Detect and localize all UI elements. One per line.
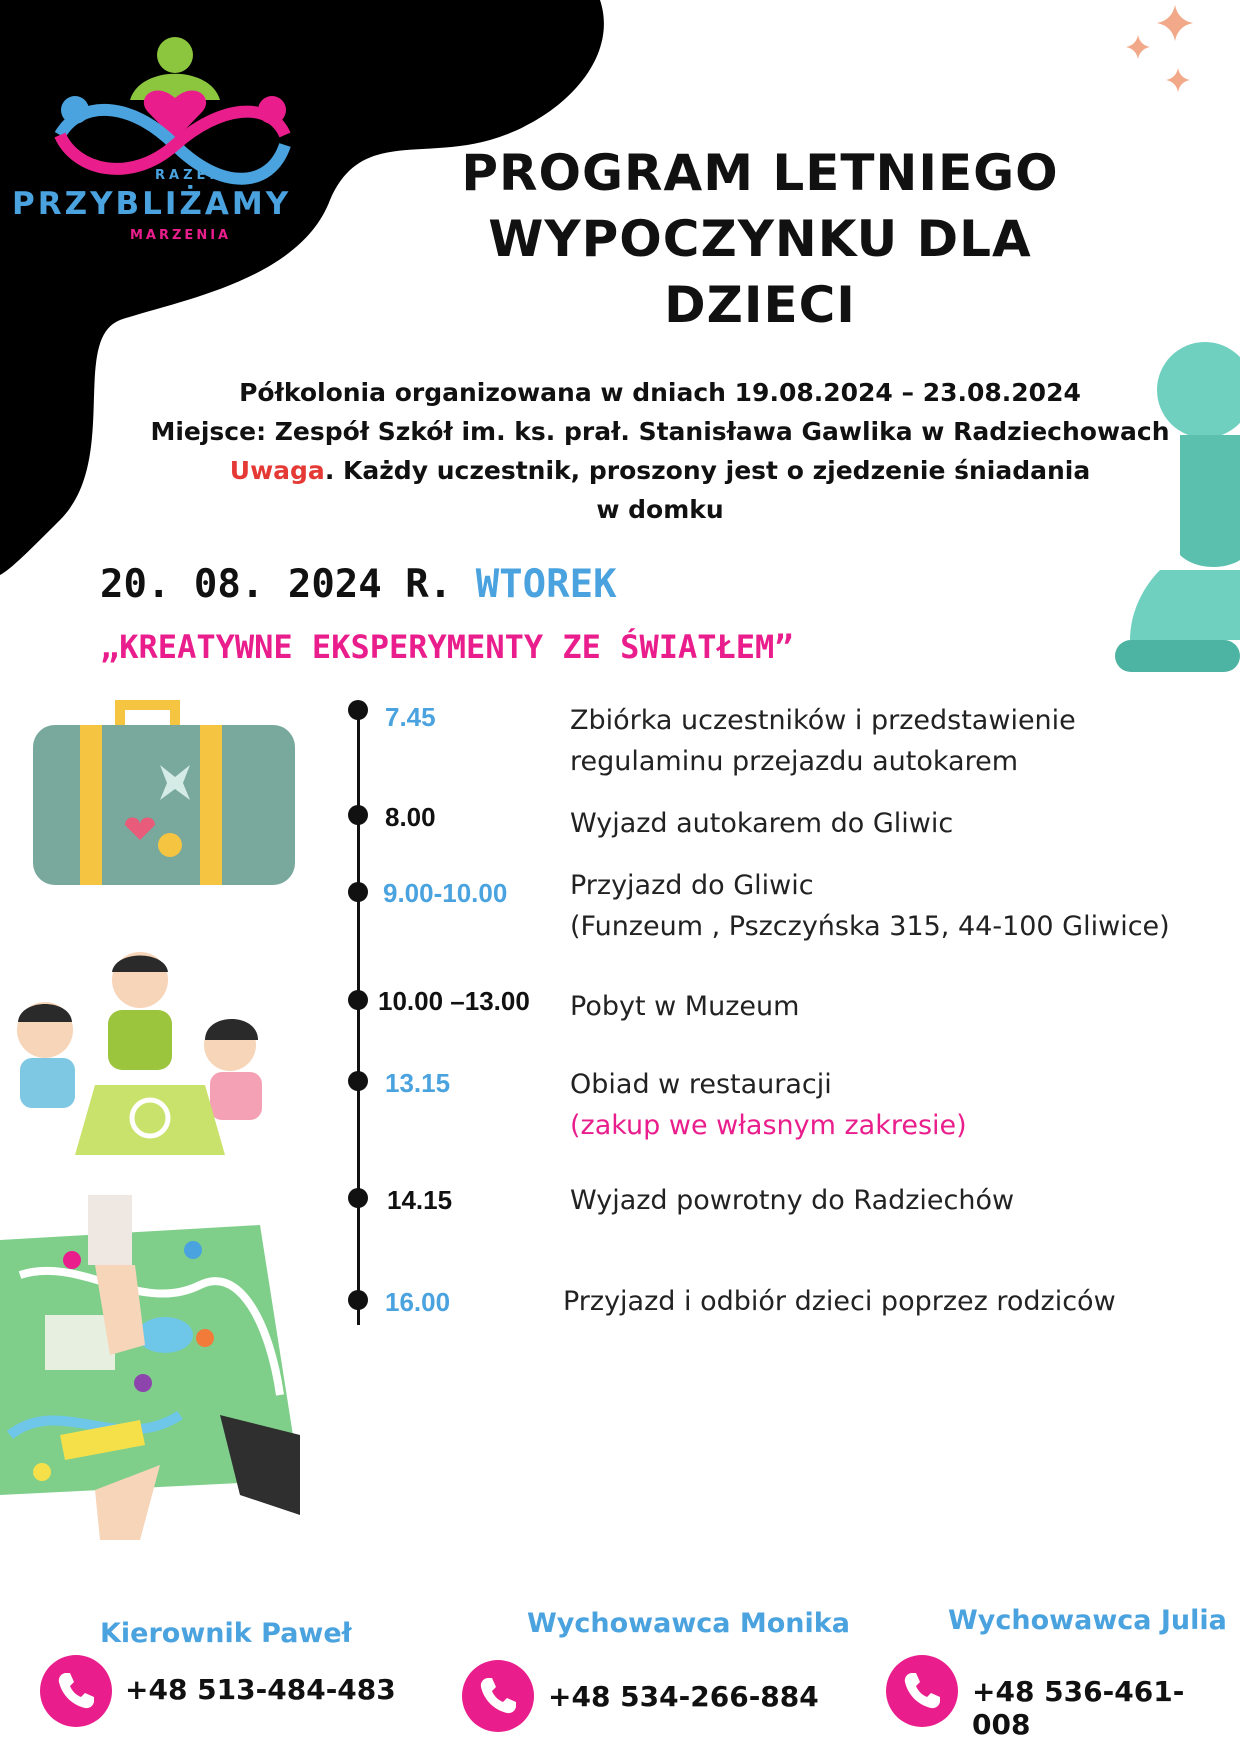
schedule-description [570,803,953,844]
title-line-1: PROGRAM LETNIEGO [461,144,1059,202]
contact-phone[interactable]: +48 534-266-884 [548,1680,819,1713]
schedule-desc-note: (zakup we własnym zakresie) [570,1110,967,1141]
timeline-dot [348,1188,368,1208]
suitcase-illustration [25,695,305,895]
schedule-desc-line: (Funzeum , Pszczyńska 315, 44-100 Gliwice) [570,911,1170,942]
day-weekday: WTOREK [475,562,617,607]
schedule-description [570,1180,1014,1221]
map-illustration [0,1195,300,1545]
schedule-desc-line: Obiad w restauracji [570,1069,832,1100]
warning-text: . Każdy uczestnik, proszony jest o zjedzenie śniadania [324,456,1091,485]
schedule-time: 7.45 [385,702,436,732]
schedule-desc-line: Przyjazd do Gliwic [570,870,814,901]
info-location: Miejsce: Zespół Szkół im. ks. prał. Stanisława Gawlika w Radziechowach [150,417,1170,446]
sparkle-icon [1120,0,1220,110]
contact-name: Wychowawca Julia [948,1605,1227,1636]
day-date: 20. 08. 2024 R. [100,562,453,607]
title-line-3: DZIECI [664,276,856,334]
schedule-description [570,700,1076,782]
schedule-desc-line: Wyjazd autokarem do Gliwic [570,808,954,839]
schedule-desc-line: Zbiórka uczestników i przedstawienie [570,705,1076,736]
timeline-line [357,705,360,1325]
children-boardgame-illustration [0,950,300,1160]
phone-icon [40,1655,112,1727]
schedule-description [570,1064,967,1146]
info-block [140,373,1180,529]
schedule-description [563,1281,1116,1322]
schedule-description [570,865,1170,947]
logo-text-marzenia: MARZENIA [130,228,232,243]
schedule-time: 9.00-10.00 [383,878,508,908]
phone-icon [886,1655,958,1727]
phone-icon [462,1660,534,1732]
day-heading [100,562,617,607]
title-line-2: WYPOCZYNKU DLA [488,210,1032,268]
schedule-time: 16.00 [385,1287,451,1317]
schedule-desc-line: Wyjazd powrotny do Radziechów [570,1185,1015,1216]
logo-text-main: PRZYBLIŻAMY [12,186,292,222]
timeline-dot [348,805,368,825]
schedule-desc-line: Pobyt w Muzeum [570,991,800,1022]
day-theme: „KREATYWNE EKSPERYMENTY ZE ŚWIATŁEM” [100,628,794,666]
schedule-time: 13.15 [385,1068,451,1098]
timeline-dot [348,1290,368,1310]
info-warning-cont: w domku [596,495,724,524]
organization-logo [20,20,320,260]
schedule-time: 10.00 –13.00 [378,986,530,1016]
warning-label: Uwaga [229,456,325,485]
timeline-dot [348,1071,368,1091]
page-title [330,140,1190,338]
schedule-time: 8.00 [385,802,436,832]
contact-phone[interactable]: +48 513-484-483 [125,1673,396,1706]
contact-name: Wychowawca Monika [527,1608,850,1639]
info-dates: Półkolonia organizowana w dniach 19.08.2024 – 23.08.2024 [239,378,1081,407]
logo-text-razem: RAZEM [155,168,227,183]
contact-name: Kierownik Paweł [100,1618,352,1649]
contact-phone[interactable]: +48 536-461-008 [972,1675,1185,1741]
schedule-time: 14.15 [387,1185,453,1215]
schedule-desc-line: regulaminu przejazdu autokarem [570,746,1018,777]
timeline-dot [348,990,368,1010]
schedule-description [570,986,799,1027]
schedule-desc-line: Przyjazd i odbiór dzieci poprzez rodziców [563,1286,1116,1317]
timeline-dot [348,882,368,902]
info-warning [140,451,1180,490]
timeline-dot [348,700,368,720]
